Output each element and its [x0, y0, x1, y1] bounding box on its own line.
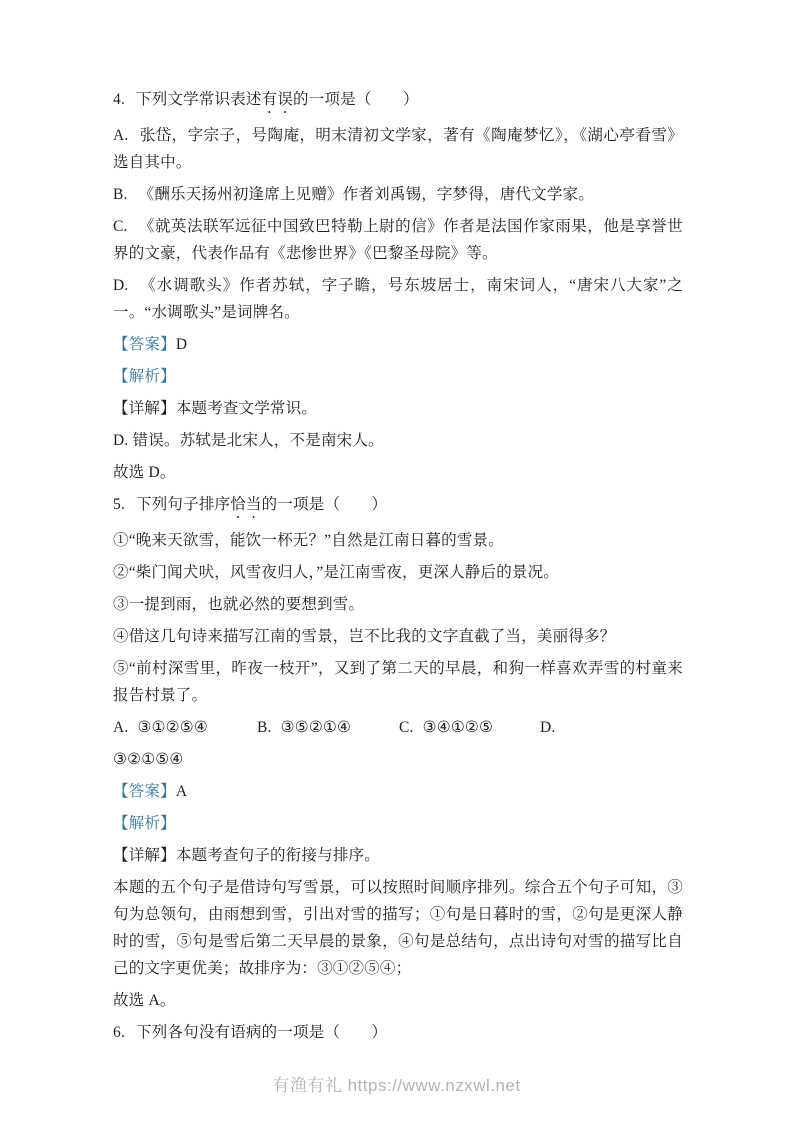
question-4-detail-line	[113, 395, 683, 422]
question-4-conclusion: 故选 D。	[113, 464, 176, 481]
answer-value: A	[175, 783, 188, 800]
question-5-sentence-1: ①“晚来天欲雪，能饮一杯无？”自然是江南日暮的雪景。	[113, 532, 504, 549]
question-5-stem-emphasis: 恰当	[230, 496, 262, 513]
question-5-sentence-3: ③一提到雨，也就必然的要想到雪。	[113, 596, 365, 613]
question-6-block	[113, 1019, 683, 1046]
question-5-sentence-2: ②“柴门闻犬吠，风雪夜归人，”是江南雪夜，更深人静后的景况。	[113, 564, 560, 581]
choice-a-label: A.	[113, 719, 129, 736]
analysis-tag: 【解析】	[113, 368, 176, 385]
document-page	[113, 86, 683, 1051]
question-4-option-a	[113, 122, 683, 176]
question-4-answer-line	[113, 331, 683, 358]
option-b-text: 《酬乐天扬州初逢席上见赠》作者刘禹锡，字梦得，唐代文学家。	[138, 186, 594, 203]
question-4-number: 4.	[113, 91, 126, 108]
option-c-text: 《就英法联军远征中国致巴特勒上尉的信》作者是法国作家雨果，他是享誉世界的文豪，代表作品有《悲惨世界》《巴黎圣母院》等。	[113, 218, 683, 262]
detail-text: 本题考查句子的衔接与排序。	[175, 847, 380, 864]
question-5-number: 5.	[113, 496, 126, 513]
question-4-stem-pre: 下列文学常识表述	[136, 91, 262, 108]
option-a-text: 张岱，字宗子，号陶庵，明末清初文学家，著有《陶庵梦忆》，《湖心亭看雪》选自其中。	[113, 127, 683, 171]
option-b-label: B.	[113, 186, 128, 203]
choice-b-value: ③⑤②①④	[280, 719, 352, 736]
question-5-stem-post: 的一项是（ ）	[261, 496, 388, 513]
choice-a-value: ③①②⑤④	[137, 719, 208, 736]
question-5-answer-line	[113, 778, 683, 805]
question-4-option-b	[113, 181, 683, 208]
choice-b	[257, 714, 399, 741]
question-4-stem-emphasis: 有误	[261, 91, 294, 108]
choice-c-value: ③④①②⑤	[422, 719, 494, 736]
question-5-detail-line	[113, 842, 683, 869]
question-6-stem	[113, 1019, 683, 1046]
answer-tag: 【答案】	[113, 336, 176, 353]
question-4-stem-post: 的一项是（ ）	[293, 91, 419, 108]
analysis-tag: 【解析】	[113, 815, 176, 832]
option-a-label: A.	[113, 127, 129, 144]
choice-a	[113, 714, 257, 741]
option-c-label: C.	[113, 218, 128, 235]
watermark-footer	[0, 1071, 793, 1096]
option-d-text: 《水调歌头》作者苏轼，字子瞻，号东坡居士，南宋词人，“唐宋八大家”之一。“水调歌头”是词牌名。	[113, 277, 683, 321]
answer-value: D	[175, 336, 188, 353]
question-5-block	[113, 491, 683, 1014]
watermark-text: 有渔有礼 https://www.nzxwl.net	[272, 1076, 521, 1095]
question-5-choice-d-overflow: ③②①⑤④	[113, 751, 184, 768]
choice-b-label: B.	[257, 719, 272, 736]
question-5-explanation: 本题的五个句子是借诗句写雪景，可以按照时间顺序排列。综合五个句子可知，③句为总领句，由雨想到雪，引出对雪的描写；①句是日暮时的雪，②句是更深人静时的雪，⑤句是雪后第二天早晨的景象，④句是总结句，点出诗句对雪的描写比自己的文字更优美；故排序为：③①②⑤④；	[113, 879, 683, 977]
question-6-stem-text: 下列各句没有语病的一项是（ ）	[136, 1024, 388, 1041]
choice-d-label: D.	[540, 719, 556, 736]
question-4-analysis-line	[113, 363, 683, 390]
detail-text: 本题考查文学常识。	[175, 400, 318, 417]
question-5-conclusion: 故选 A。	[113, 992, 176, 1009]
choice-d	[540, 714, 564, 741]
question-4-option-c	[113, 213, 683, 267]
choice-c-label: C.	[399, 719, 414, 736]
question-5-stem-pre: 下列句子排序	[136, 496, 231, 513]
question-5-sentence-4: ④借这几句诗来描写江南的雪景，岂不比我的文字直截了当，美丽得多？	[113, 628, 616, 645]
detail-tag: 【详解】	[113, 847, 176, 864]
question-6-number: 6.	[113, 1024, 126, 1041]
question-5-analysis-line	[113, 810, 683, 837]
question-4-stem	[113, 86, 683, 117]
question-5-stem	[113, 491, 683, 522]
question-5-choice-row	[113, 714, 683, 741]
question-4-option-d	[113, 272, 683, 326]
question-5-sentence-5: ⑤“前村深雪里，昨夜一枝开”，又到了第二天的早晨，和狗一样喜欢弄雪的村童来报告村景了。	[113, 660, 683, 704]
question-4-block	[113, 86, 683, 486]
detail-tag: 【详解】	[113, 400, 176, 417]
option-d-label: D.	[113, 277, 129, 294]
choice-c	[399, 714, 540, 741]
answer-tag: 【答案】	[113, 783, 176, 800]
question-4-judgement: D. 错误。苏轼是北宋人，不是南宋人。	[113, 432, 384, 449]
